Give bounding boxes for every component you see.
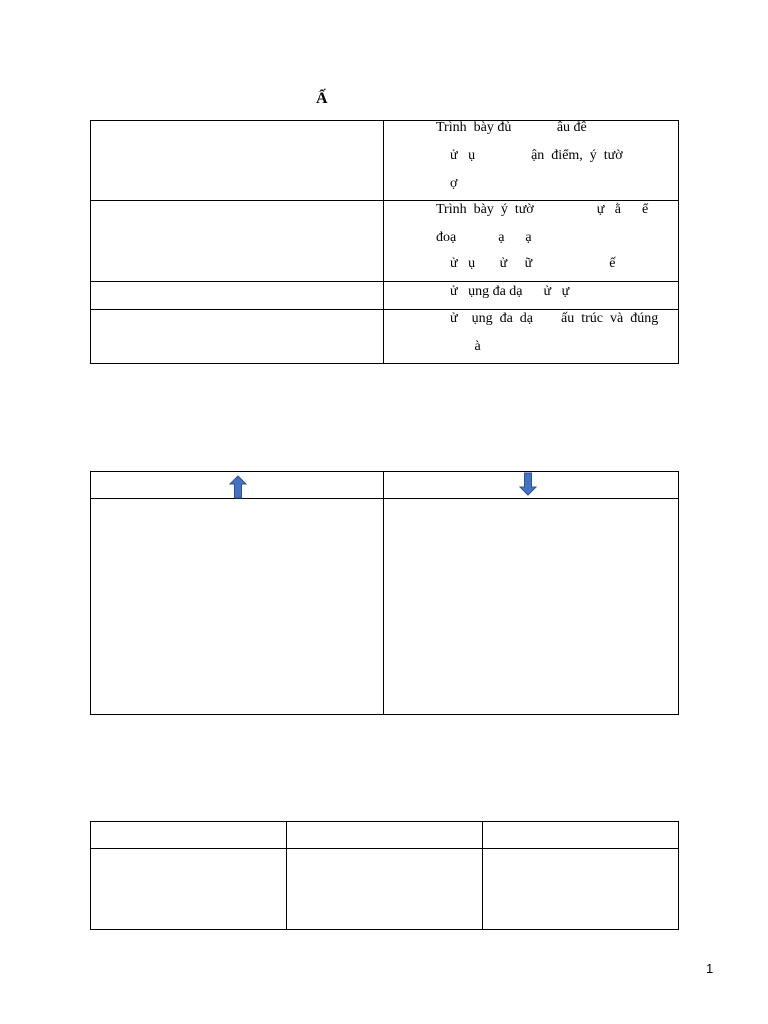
- page-number: 1: [706, 961, 714, 976]
- comparison-table-column-divider: [383, 471, 384, 715]
- criteria-table-column-divider: [383, 120, 384, 364]
- criteria-row-2-line-2: đoạ ạ ạ: [436, 230, 532, 245]
- criteria-row-1-line-1: Trình bày đủ âu đê: [436, 120, 587, 135]
- summary-table-column-divider-1: [286, 821, 287, 930]
- criteria-row-2-line-1: Trình bày ý tườ ự ằ ể: [436, 202, 649, 217]
- summary-table-column-divider-2: [482, 821, 483, 930]
- criteria-row-2-line-3: ử ụ ử ữ ế: [436, 256, 616, 271]
- criteria-table-row-divider-2: [90, 281, 679, 282]
- comparison-table: [90, 471, 679, 715]
- criteria-row-4-line-2: à: [436, 339, 481, 354]
- down-arrow-icon: [519, 472, 537, 496]
- criteria-row-4-line-1: ử ụng đa dạ ấu trúc và đúng: [436, 311, 659, 326]
- comparison-table-header-divider: [90, 498, 679, 499]
- up-arrow-icon: [229, 475, 247, 499]
- page-heading: Ấ: [316, 90, 328, 107]
- summary-table-header-divider: [90, 848, 679, 849]
- criteria-row-3-line-1: ử ụng đa dạ ử ự: [436, 284, 570, 299]
- criteria-row-1-line-2: ử ụ ận điểm, ý tườ: [436, 148, 623, 163]
- criteria-row-1-line-3: ợ: [436, 176, 458, 191]
- summary-table: [90, 821, 679, 930]
